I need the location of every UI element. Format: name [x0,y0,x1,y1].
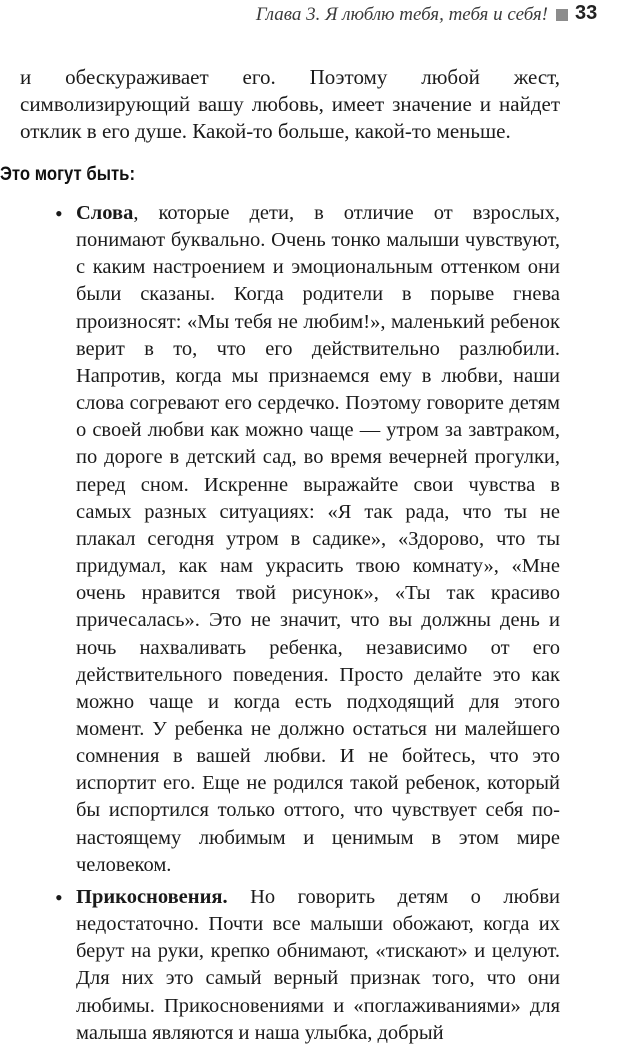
section-heading: Это могут быть: [0,164,136,185]
bullet-term: Слова [76,202,134,224]
bullet-text: , которые дети, в отличие от взрослых, понимают буквально. Очень тонко малыши чувствуют, с каким настроением и эмоциональным оттенком они были сказаны. Когда родители в порыве гнева произносят: «Мы тебя не любим!», маленький ребенок верит в то, что его действительно разлюбили. Напротив, когда мы признаемся ему в любви, наши слова согревают его сердечко. Поэтому говорите детям о своей любви как можно чаще — утром за завтраком, по дороге в детский сад, во время вечерней прогулки, перед сном. Искренне выражайте свои чувства в самых разных ситуациях: «Я так рада, что ты не плакал сегодня утром в садике», «Здорово, что ты придумал, как нам украсить твою комнату», «Мне очень нравится твой рисунок», «Ты так красиво причесалась». Это не значит, что вы должны день и ночь нахваливать ребенка, независимо от его действительного поведения. Просто делайте это как можно чаще и когда есть подходящий для этого момент. У ребенка не должно остаться ни малейшего сомнения в вашей любви. И не бойтесь, что это испортит его. Еще не родился такой ребенок, который бы испортился только оттого, что чувствует себя по-настоящему любимым и ценимым в этом мире человеком. [76,202,560,876]
intro-paragraph: и обескураживает его. Поэтому любой жест, символизирующий вашу любовь, имеет значение и найдет отклик в его душе. Какой-то больше, какой-то меньше. [20,65,560,143]
running-header [0,0,620,40]
bullet-text: Но говорить детям о любви недостаточно. Почти все малыши обожают, когда их берут на руки, крепко обнимают, «тискают» и целуют. Для них это самый верный признак того, что они любимы. Прикосновениями и «поглаживаниями» для малыша являются и наша улыбка, добрый [76,885,560,1044]
bullet-item-touch [0,884,560,1047]
bullet-marker: • [55,884,63,910]
bullet-term: Прикосновения. [76,885,228,908]
chapter-title: Глава 3. Я люблю тебя, тебя и себя! [255,4,548,25]
bullet-list [0,200,620,1052]
header-square-marker [556,9,568,21]
page-number: 33 [575,2,598,24]
bullet-marker: • [55,201,63,226]
bullet-item-words [0,200,560,879]
